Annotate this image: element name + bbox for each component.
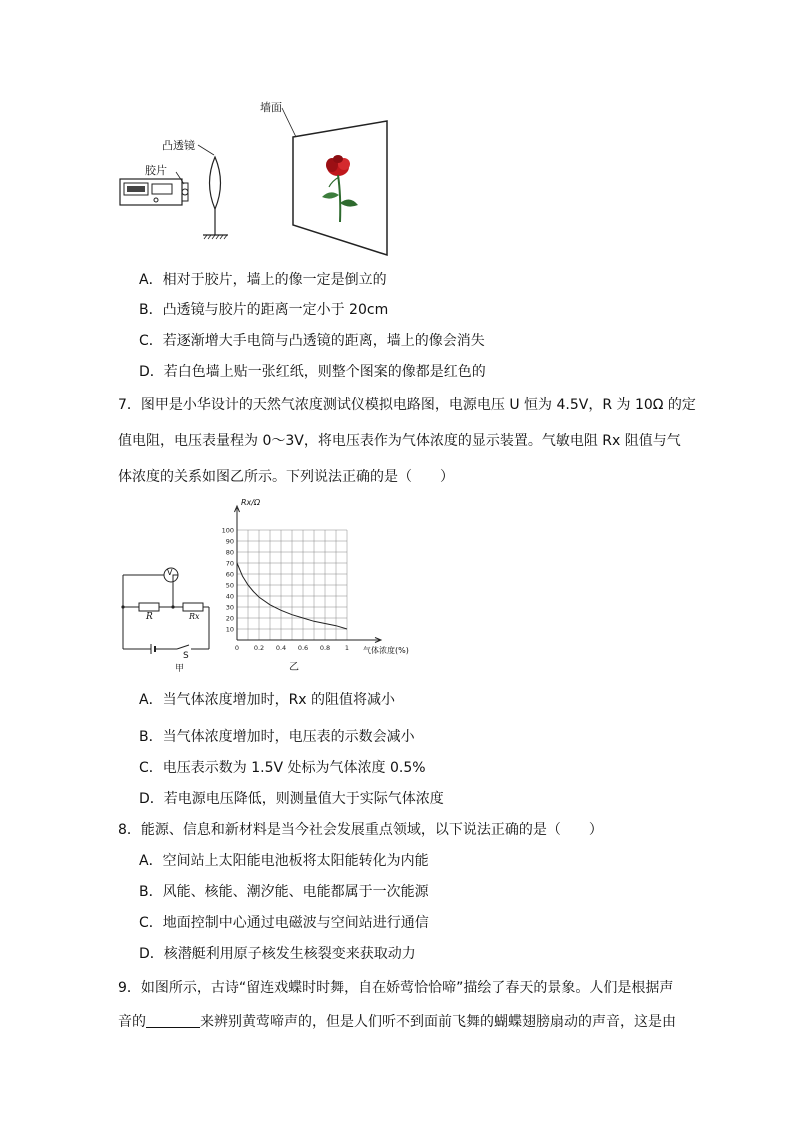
circuit-caption: 甲 — [175, 664, 185, 674]
resistor-r-label: R — [146, 612, 153, 622]
chart-x-tick-label: 0 — [234, 644, 240, 652]
q9-line2-suffix: 来辨别黄莺啼声的，但是人们听不到面前飞舞的蝴蝶翅膀扇动的声音，这是由 — [200, 1014, 676, 1030]
chart-y-tick-label: 20 — [225, 614, 234, 623]
q7-stem-line3: 体浓度的关系如图乙所示。下列说法正确的是（ ） — [118, 469, 454, 485]
projector-figure — [110, 95, 430, 260]
chart-x-axis-label: 气体浓度(%) — [363, 646, 409, 655]
chart-x-tick-label: 0.2 — [253, 644, 265, 652]
q7-option-c: C．电压表示数为 1.5V 处标为气体浓度 0.5% — [139, 760, 426, 776]
chart-y-tick-label: 50 — [225, 581, 234, 590]
q7-option-d: D．若电源电压降低，则测量值大于实际气体浓度 — [139, 791, 444, 807]
q7-stem-line2: 值电阻，电压表量程为 0～3V，将电压表作为气体浓度的显示装置。气敏电阻 Rx 阻值与气 — [118, 433, 681, 449]
chart-y-tick-label: 30 — [225, 603, 234, 612]
chart-y-tick-label: 10 — [225, 625, 234, 634]
chart-y-axis-label: Rx/Ω — [241, 498, 261, 507]
chart-caption: 乙 — [289, 662, 299, 673]
q6-option-b: B．凸透镜与胶片的距离一定小于 20cm — [139, 302, 389, 318]
q8-option-b: B．风能、核能、潮汐能、电能都属于一次能源 — [139, 884, 429, 900]
q8-option-a: A．空间站上太阳能电池板将太阳能转化为内能 — [139, 853, 429, 869]
resistance-chart — [215, 490, 420, 675]
q7-stem-line1: 7．图甲是小华设计的天然气浓度测试仪模拟电路图，电源电压 U 恒为 4.5V，R 为 10Ω 的定 — [118, 397, 696, 413]
chart-y-tick-label: 70 — [225, 559, 234, 568]
chart-y-tick-label: 90 — [225, 537, 234, 546]
chart-x-tick-label: 0.4 — [275, 644, 287, 652]
circuit-drawing — [115, 565, 215, 675]
flashlight-icon — [120, 179, 188, 205]
q7-option-a: A．当气体浓度增加时，Rx 的阻值将减小 — [139, 692, 396, 708]
q7-option-b: B．当气体浓度增加时，电压表的示数会减小 — [139, 729, 415, 745]
q8-stem: 8．能源、信息和新材料是当今社会发展重点领域，以下说法正确的是（ ） — [118, 822, 603, 838]
chart-x-tick-label: 0.6 — [297, 644, 309, 652]
lens-label: 凸透镜 — [162, 139, 195, 152]
q6-option-a: A．相对于胶片，墙上的像一定是倒立的 — [139, 272, 387, 288]
wall-label: 墙面 — [260, 101, 282, 114]
resistor-rx-label: Rx — [189, 612, 200, 621]
chart-x-tick-label: 0.8 — [319, 644, 331, 652]
voltmeter-symbol: V — [167, 568, 173, 577]
chart-y-tick-label: 60 — [225, 570, 234, 579]
q6-option-d: D．若白色墙上贴一张红纸，则整个图案的像都是红色的 — [139, 364, 486, 380]
q9-stem-line2 — [118, 1012, 676, 1032]
answer-blank[interactable] — [146, 1013, 200, 1028]
film-label: 胶片 — [145, 164, 167, 177]
q9-line2-prefix: 音的 — [118, 1014, 146, 1030]
convex-lens-icon — [210, 157, 221, 209]
q6-option-c: C．若逐渐增大手电筒与凸透镜的距离，墙上的像会消失 — [139, 333, 485, 349]
chart-y-tick-label: 80 — [225, 548, 234, 557]
q8-option-c: C．地面控制中心通过电磁波与空间站进行通信 — [139, 915, 429, 931]
q8-option-d: D．核潜艇利用原子核发生核裂变来获取动力 — [139, 946, 416, 962]
chart-x-tick-label: 1 — [344, 644, 350, 652]
q9-stem-line1: 9．如图所示，古诗“留连戏蝶时时舞，自在娇莺恰恰啼”描绘了春天的景象。人们是根据声 — [118, 980, 674, 996]
switch-label: S — [183, 651, 189, 661]
circuit-schematic — [115, 565, 215, 675]
chart-y-tick-label: 40 — [225, 592, 234, 601]
chart-y-tick-label: 100 — [221, 526, 234, 535]
